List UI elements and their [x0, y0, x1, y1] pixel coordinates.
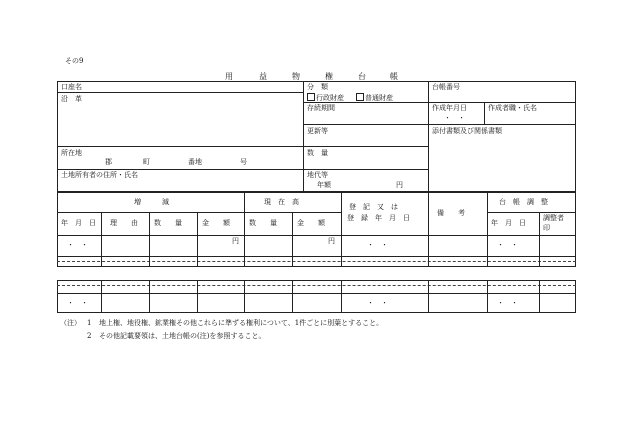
shozaichi-label: 所在地 — [61, 149, 82, 157]
note-2-number: 2 — [87, 332, 92, 340]
address-chou: 町 — [143, 158, 150, 166]
address-gou: 号 — [240, 158, 247, 166]
ymd-header: 年 月 日 — [61, 219, 96, 227]
checkbox-icon[interactable] — [356, 93, 364, 101]
ymd-header-2: 年 月 日 — [491, 219, 526, 227]
owner-label: 土地所有者の住所・氏名 — [61, 171, 138, 179]
touki-header-line1: 登 記 又 は — [349, 203, 398, 211]
bunrui-label: 分 類 — [307, 83, 328, 91]
suryou-header-1: 数 量 — [154, 219, 182, 227]
note-2-text: その他記載要領は、土地台帳の(注)を参照すること。 — [99, 332, 266, 340]
enkaku-label: 沿 革 — [61, 95, 82, 103]
row-yen-2: 円 — [328, 237, 335, 245]
sakusei-date-value: ・ ・ — [444, 114, 465, 122]
sakusei-sha-label: 作成者職・氏名 — [488, 104, 537, 112]
bikou-header: 備 考 — [437, 209, 465, 217]
kingaku-header-1: 金 額 — [202, 219, 230, 227]
note-1-text: 地上権、地役権、鉱業権その他これらに準ずる権利について、1件ごとに別葉とすること。 — [99, 319, 384, 327]
kingaku-header-2: 金 額 — [297, 219, 325, 227]
riyu-header: 理 由 — [110, 219, 138, 227]
row-date-dots: ・ ・ — [67, 241, 88, 249]
zougen-header: 増 減 — [134, 198, 169, 206]
nengaku-label: 年額 — [317, 181, 331, 189]
title-char: 台 — [358, 72, 367, 81]
row-chousei-dots: ・ ・ — [497, 299, 518, 307]
chouseisha-header: 調整者 — [543, 214, 564, 222]
row-date-dots: ・ ・ — [67, 299, 88, 307]
touki-header-line2: 登 録 年 月 日 — [347, 214, 410, 222]
checkbox-icon[interactable] — [307, 93, 315, 101]
sonzoku-kikan-label: 存続期間 — [307, 104, 335, 112]
row-touki-dots: ・ ・ — [367, 299, 388, 307]
title-char: 物 — [292, 72, 301, 81]
suryou-label: 数 量 — [307, 149, 328, 157]
row-yen-1: 円 — [232, 237, 239, 245]
tenpu-label: 添付書類及び関係書類 — [432, 127, 502, 135]
title-char: 帳 — [390, 72, 399, 81]
note-1-number: 1 — [87, 319, 92, 327]
suryou-header-2: 数 量 — [249, 219, 277, 227]
chidai-label: 地代等 — [307, 171, 328, 179]
koshin-label: 更新等 — [307, 127, 328, 135]
address-gun: 郡 — [105, 158, 112, 166]
bunrui-option-futsuu[interactable]: 普通財産 — [356, 93, 393, 102]
in-header: 印 — [543, 224, 550, 232]
row-chousei-dots: ・ ・ — [497, 241, 518, 249]
title-char: 用 — [225, 72, 234, 81]
genzaidaka-header: 現 在 高 — [264, 198, 299, 206]
notes-label: （注） — [60, 319, 81, 327]
bunrui-option-gyousei[interactable]: 行政財産 — [307, 93, 344, 102]
address-banchi: 番地 — [188, 158, 202, 166]
daichou-chousei-header: 台 帳 調 整 — [499, 198, 548, 206]
daichou-bango-label: 台帳番号 — [432, 83, 460, 91]
sakusei-date-label: 作成年月日 — [432, 104, 467, 112]
page-label: その9 — [65, 57, 84, 65]
row-touki-dots: ・ ・ — [367, 241, 388, 249]
kuchiza-label: 口座名 — [61, 83, 82, 91]
title-char: 益 — [259, 72, 268, 81]
yen-unit: 円 — [396, 181, 403, 189]
title-char: 権 — [325, 72, 334, 81]
